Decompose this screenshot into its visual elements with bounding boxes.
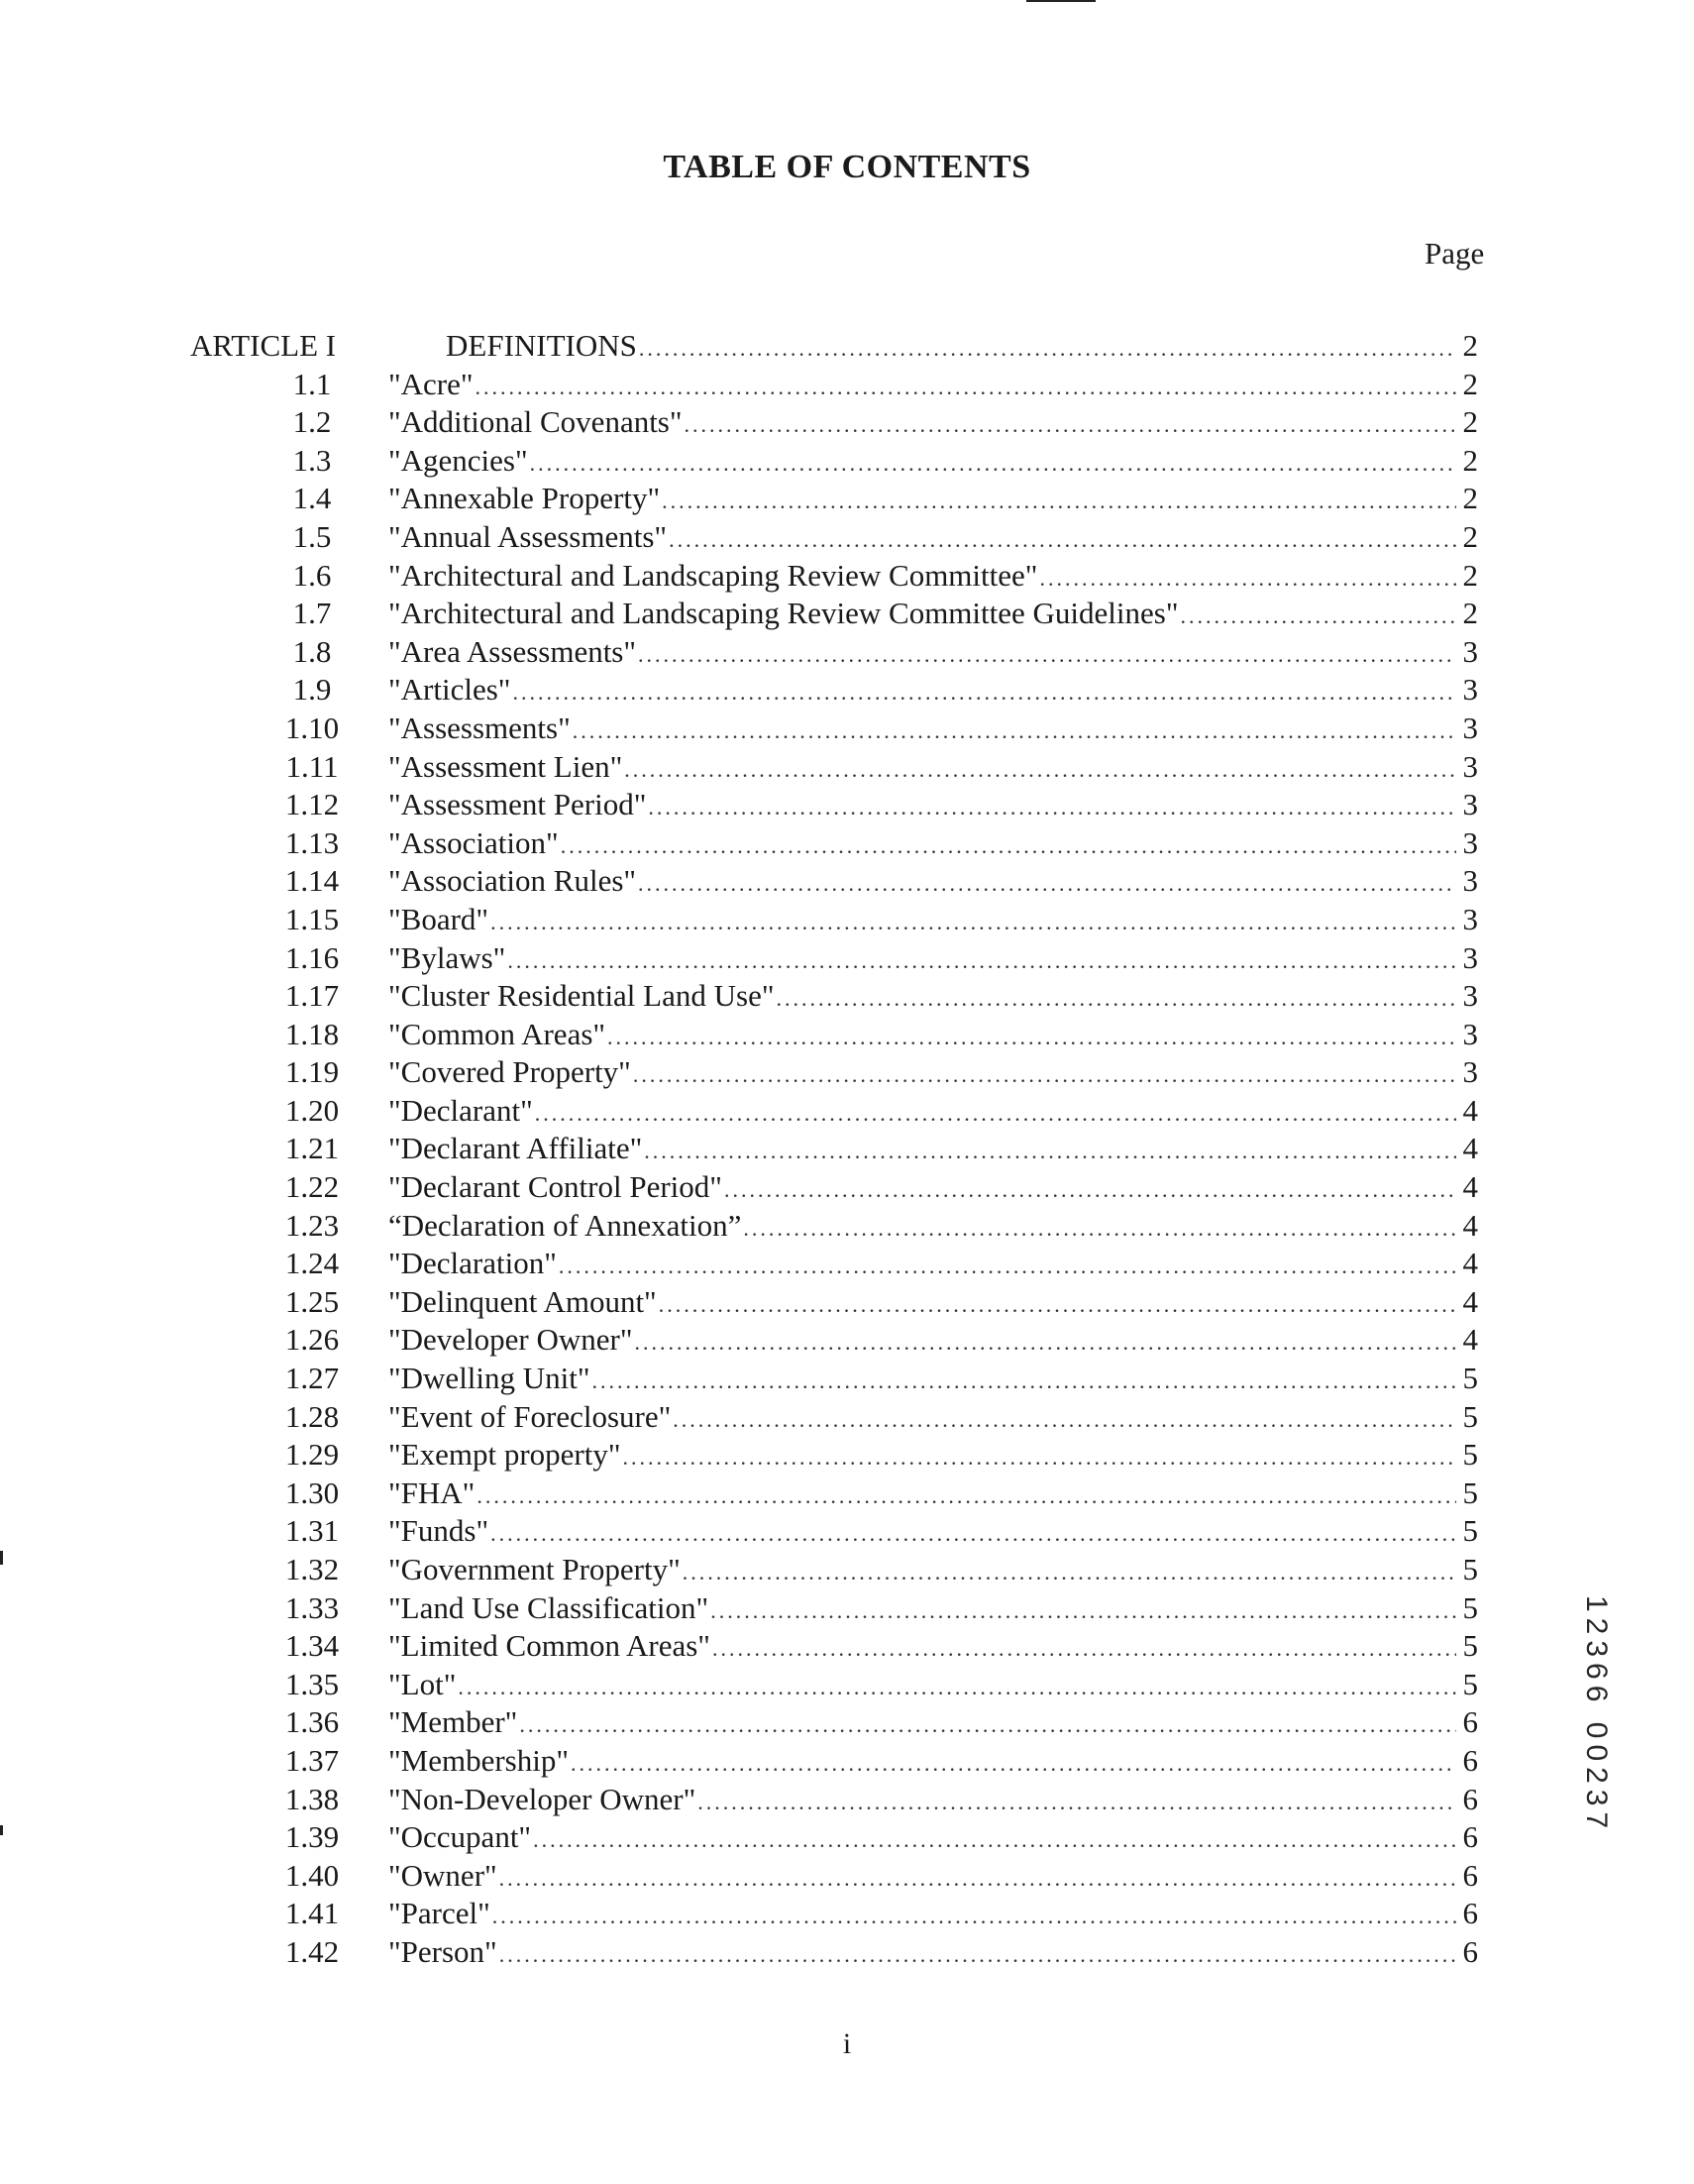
- toc-entry: [0, 710, 1694, 748]
- toc-entry-number: 1.19: [284, 1054, 340, 1090]
- toc-entry-number: 1.25: [284, 1283, 340, 1319]
- dot-leader: [633, 1056, 1456, 1095]
- dot-leader: [561, 827, 1456, 866]
- toc-entry-label: "Association Rules": [388, 863, 637, 899]
- dot-leader: [499, 1936, 1456, 1975]
- dot-leader: [638, 865, 1456, 904]
- toc-entry-label: "Government Property": [388, 1552, 681, 1586]
- dot-leader: [512, 674, 1456, 712]
- dot-leader: [490, 904, 1456, 942]
- toc-entry-page-number: 2: [1462, 518, 1478, 554]
- toc-entry-number: 1.35: [284, 1666, 340, 1701]
- toc-entry: [0, 939, 1694, 978]
- dot-leader: [490, 1515, 1456, 1554]
- toc-entry: [0, 1703, 1694, 1742]
- toc-entry-page-number: 4: [1462, 1092, 1478, 1128]
- toc-entry-number: 1.24: [284, 1246, 340, 1281]
- toc-entry-number: ARTICLE I: [190, 328, 337, 363]
- toc-entry-line: [388, 1666, 1478, 1707]
- dot-leader: [638, 636, 1456, 675]
- toc-entry-page-number: 5: [1462, 1398, 1478, 1434]
- dot-leader: [710, 1592, 1456, 1631]
- dot-leader: [724, 1171, 1456, 1210]
- toc-entry-label: "Cluster Residential Land Use": [388, 978, 775, 1014]
- toc-entry-line: [388, 557, 1478, 599]
- toc-entry: [0, 901, 1694, 939]
- toc-entry-page-number: 5: [1462, 1552, 1478, 1586]
- toc-entry-number: 1.2: [292, 404, 332, 440]
- dot-leader: [571, 1745, 1456, 1784]
- toc-entry-number: 1.33: [284, 1589, 340, 1625]
- toc-entry-line: [388, 1360, 1478, 1401]
- toc-entry-page-number: 2: [1462, 557, 1478, 593]
- toc-entry-line: [388, 862, 1478, 904]
- toc-entry-number: 1.36: [284, 1704, 340, 1740]
- toc-entry: [0, 480, 1694, 518]
- toc-entry-line: [388, 824, 1478, 866]
- toc-entry-label: "Person": [388, 1933, 497, 1969]
- toc-entry-line: [388, 1512, 1478, 1554]
- toc-entry-page-number: 2: [1462, 481, 1478, 516]
- toc-entry: [0, 1818, 1694, 1857]
- toc-entry-number: 1.4: [292, 481, 332, 516]
- toc-entry-page-number: 2: [1462, 596, 1478, 631]
- dot-leader: [669, 521, 1456, 560]
- toc-entry-page-number: 3: [1462, 863, 1478, 899]
- toc-entry-label: "Dwelling Unit": [388, 1361, 590, 1396]
- toc-entry-page-number: 4: [1462, 1207, 1478, 1243]
- dot-leader: [519, 1706, 1456, 1745]
- toc-entry-number: 1.15: [284, 901, 340, 936]
- toc-entry-number: 1.3: [292, 442, 332, 478]
- page-column-heading: Page: [1425, 236, 1485, 271]
- dot-leader: [673, 1401, 1456, 1440]
- toc-entry-label: DEFINITIONS: [446, 328, 637, 363]
- toc-entry: [0, 748, 1694, 787]
- toc-entry-number: 1.34: [284, 1628, 340, 1664]
- toc-entry-line: [388, 1168, 1478, 1210]
- toc-entry-label: "Delinquent Amount": [388, 1283, 657, 1319]
- toc-entry-label: "FHA": [388, 1474, 476, 1510]
- toc-entry-number: 1.39: [284, 1819, 340, 1855]
- toc-entry-line: [388, 1818, 1478, 1860]
- toc-entry-label: "Architectural and Landscaping Review Committee Guidelines": [388, 596, 1179, 631]
- toc-entry-line: [388, 403, 1478, 445]
- toc-entry-page-number: 6: [1462, 1857, 1478, 1893]
- toc-entry-number: 1.27: [284, 1361, 340, 1396]
- toc-entry: [0, 442, 1694, 481]
- toc-entry-label: "Declarant Control Period": [388, 1169, 722, 1205]
- toc-entry-label: "Additional Covenants": [388, 404, 683, 440]
- toc-entry-line: [446, 327, 1478, 369]
- scan-mark-left-1: [0, 1551, 3, 1565]
- toc-entry: [0, 1436, 1694, 1474]
- toc-entry-number: 1.32: [284, 1552, 340, 1586]
- toc-entry: [0, 1016, 1694, 1054]
- toc-entry-label: "Occupant": [388, 1819, 532, 1855]
- toc-entry-number: 1.29: [284, 1437, 340, 1473]
- toc-entry-label: "Developer Owner": [388, 1322, 633, 1358]
- toc-entry-page-number: 4: [1462, 1131, 1478, 1166]
- toc-entry-number: 1.28: [284, 1398, 340, 1434]
- dot-leader: [659, 1286, 1456, 1325]
- toc-entry-line: [388, 939, 1478, 981]
- toc-entry-number: 1.10: [284, 710, 340, 745]
- toc-entry-label: "Declarant": [388, 1092, 533, 1128]
- toc-entry-number: 1.23: [284, 1207, 340, 1243]
- toc-entry-line: [388, 1130, 1478, 1171]
- dot-leader: [662, 483, 1456, 521]
- toc-entry-line: [388, 1053, 1478, 1095]
- toc-entry-label: “Declaration of Annexation”: [388, 1207, 742, 1243]
- toc-entry-line: [388, 633, 1478, 675]
- toc-entry-number: 1.14: [284, 863, 340, 899]
- toc-entry-number: 1.11: [285, 748, 339, 784]
- toc-entry-page-number: 3: [1462, 672, 1478, 708]
- toc-entry-line: [388, 595, 1478, 636]
- toc-entry-page-number: 3: [1462, 710, 1478, 745]
- toc-entry-number: 1.9: [292, 672, 332, 708]
- toc-entry-number: 1.8: [292, 633, 332, 669]
- toc-entry-line: [388, 480, 1478, 521]
- scan-mark-left-2: [0, 1825, 3, 1835]
- scan-mark-top: [1026, 0, 1096, 2]
- toc-entry-page-number: 5: [1462, 1628, 1478, 1664]
- toc-entry-page-number: 6: [1462, 1819, 1478, 1855]
- toc-entry-label: "Non-Developer Owner": [388, 1781, 696, 1816]
- toc-entry-page-number: 3: [1462, 1054, 1478, 1090]
- toc-entry-page-number: 4: [1462, 1322, 1478, 1358]
- toc-entry-page-number: 5: [1462, 1474, 1478, 1510]
- toc-entry-page-number: 4: [1462, 1283, 1478, 1319]
- toc-entry-page-number: 5: [1462, 1513, 1478, 1549]
- toc-entry-number: 1.40: [284, 1857, 340, 1893]
- toc-entry-label: "Annual Assessments": [388, 518, 668, 554]
- toc-entry-number: 1.13: [284, 824, 340, 860]
- toc-entry-label: "Membership": [388, 1742, 570, 1778]
- toc-entry-line: [388, 1436, 1478, 1477]
- dot-leader: [476, 1477, 1456, 1516]
- toc-entry: [0, 1589, 1694, 1628]
- toc-entry-line: [388, 1703, 1478, 1745]
- toc-entry-page-number: 3: [1462, 633, 1478, 669]
- toc-entry-page-number: 6: [1462, 1781, 1478, 1816]
- dot-leader: [697, 1784, 1456, 1822]
- toc-entry-line: [388, 1321, 1478, 1363]
- toc-entry-label: "Lot": [388, 1666, 457, 1701]
- toc-entry-label: "Bylaws": [388, 939, 506, 975]
- dot-leader: [639, 330, 1456, 369]
- toc-entry-number: 1.6: [292, 557, 332, 593]
- dot-leader: [492, 1898, 1456, 1936]
- toc-entry: [0, 1933, 1694, 1972]
- dot-leader: [476, 369, 1456, 407]
- toc-entry: [0, 403, 1694, 442]
- toc-entry: [0, 1245, 1694, 1283]
- toc-entry: [0, 633, 1694, 672]
- dot-leader: [683, 1554, 1456, 1592]
- toc-entry-label: "Association": [388, 824, 559, 860]
- toc-entry-line: [388, 1627, 1478, 1669]
- toc-entry-page-number: 6: [1462, 1704, 1478, 1740]
- dot-leader: [776, 980, 1456, 1019]
- toc-entry-line: [388, 748, 1478, 790]
- toc-entry-number: 1.41: [284, 1896, 340, 1931]
- dot-leader: [573, 712, 1456, 751]
- toc-entry-line: [388, 1092, 1478, 1134]
- toc-entry-label: "Assessment Period": [388, 787, 647, 822]
- dot-leader: [648, 789, 1456, 827]
- toc-entry: [0, 1360, 1694, 1398]
- dot-leader: [644, 1133, 1456, 1171]
- toc-entry-line: [388, 1857, 1478, 1899]
- toc-entry-number: 1.7: [292, 596, 332, 631]
- toc-entry-page-number: 4: [1462, 1169, 1478, 1205]
- toc-entry: [0, 595, 1694, 633]
- toc-entry-line: [388, 518, 1478, 560]
- toc-entry: [0, 1130, 1694, 1168]
- side-document-stamp: 12366 00237: [1580, 1595, 1613, 1835]
- toc-entry-line: [388, 1283, 1478, 1325]
- toc-entry-number: 1.30: [284, 1474, 340, 1510]
- toc-entry-label: "Acre": [388, 366, 474, 401]
- dot-leader: [507, 942, 1456, 981]
- toc-entry-number: 1.1: [292, 366, 332, 401]
- toc-entry-page-number: 3: [1462, 939, 1478, 975]
- toc-entry: [0, 518, 1694, 557]
- dot-leader: [712, 1630, 1456, 1669]
- dot-leader: [743, 1210, 1456, 1249]
- toc-entry-line: [388, 1742, 1478, 1784]
- toc-entry-line: [388, 1016, 1478, 1057]
- dot-leader: [635, 1324, 1456, 1363]
- toc-entry-number: 1.12: [284, 787, 340, 822]
- toc-entry-page-number: 3: [1462, 824, 1478, 860]
- toc-entry-label: "Land Use Classification": [388, 1589, 709, 1625]
- toc-entry-number: 1.37: [284, 1742, 340, 1778]
- toc-entry-page-number: 5: [1462, 1666, 1478, 1701]
- toc-entry-line: [388, 1474, 1478, 1516]
- toc-entry-number: 1.17: [284, 978, 340, 1014]
- toc-entry-label: "Limited Common Areas": [388, 1628, 710, 1664]
- toc-entry-page-number: 3: [1462, 748, 1478, 784]
- toc-entry: [0, 366, 1694, 404]
- dot-leader: [624, 751, 1456, 790]
- toc-entry: [0, 1627, 1694, 1666]
- toc-entry-page-number: 6: [1462, 1896, 1478, 1931]
- toc-entry: [0, 1474, 1694, 1513]
- toc-entry-line: [388, 442, 1478, 484]
- toc-entry-label: "Funds": [388, 1513, 489, 1549]
- toc-entry: [0, 1207, 1694, 1246]
- toc-entry-label: "Declaration": [388, 1246, 557, 1281]
- toc-entry-number: 1.22: [284, 1169, 340, 1205]
- toc-entry: [0, 1092, 1694, 1131]
- toc-entry-line: [388, 671, 1478, 712]
- toc-entry-line: [388, 1245, 1478, 1286]
- toc-entry: [0, 1398, 1694, 1437]
- dot-leader: [559, 1248, 1456, 1286]
- toc-entry-label: "Event of Foreclosure": [388, 1398, 672, 1434]
- toc-entry-label: "Architectural and Landscaping Review Committee": [388, 557, 1038, 593]
- toc-entry-line: [388, 1207, 1478, 1249]
- toc-entry: [0, 1666, 1694, 1704]
- toc-entry-label: "Covered Property": [388, 1054, 631, 1090]
- dot-leader: [592, 1363, 1456, 1401]
- toc-entry: [0, 862, 1694, 901]
- toc-entry-line: [388, 710, 1478, 751]
- toc-entry: [0, 1857, 1694, 1896]
- toc-entry-label: "Owner": [388, 1857, 497, 1893]
- toc-entry-page-number: 2: [1462, 366, 1478, 401]
- toc-entry-line: [388, 1589, 1478, 1631]
- table-of-contents: [0, 327, 1694, 1972]
- toc-entry: [0, 557, 1694, 596]
- toc-entry-line: [388, 1551, 1478, 1592]
- toc-entry-label: "Member": [388, 1704, 518, 1740]
- toc-entry: [0, 1053, 1694, 1092]
- toc-entry-label: "Common Areas": [388, 1016, 606, 1051]
- toc-entry: [0, 1742, 1694, 1781]
- toc-entry: [0, 1781, 1694, 1819]
- toc-entry-number: 1.20: [284, 1092, 340, 1128]
- toc-entry-number: 1.5: [292, 518, 332, 554]
- dot-leader: [1181, 598, 1457, 636]
- toc-entry-label: "Exempt property": [388, 1437, 621, 1473]
- toc-entry-line: [388, 786, 1478, 827]
- toc-entry-number: 1.16: [284, 939, 340, 975]
- dot-leader: [499, 1860, 1456, 1899]
- dot-leader: [530, 445, 1456, 484]
- toc-entry: [0, 977, 1694, 1016]
- toc-entry-number: 1.18: [284, 1016, 340, 1051]
- toc-entry-label: "Area Assessments": [388, 633, 637, 669]
- toc-entry: [0, 1283, 1694, 1322]
- toc-entry-label: "Assessment Lien": [388, 748, 623, 784]
- toc-entry-line: [388, 1895, 1478, 1936]
- toc-entry: [0, 1321, 1694, 1360]
- toc-entry-page-number: 3: [1462, 787, 1478, 822]
- dot-leader: [458, 1669, 1456, 1707]
- toc-entry-page-number: 4: [1462, 1246, 1478, 1281]
- toc-entry: [0, 1512, 1694, 1551]
- toc-entry-label: "Board": [388, 901, 489, 936]
- toc-entry-label: "Articles": [388, 672, 511, 708]
- dot-leader: [623, 1439, 1457, 1477]
- dot-leader: [535, 1095, 1456, 1134]
- toc-entry-line: [388, 977, 1478, 1019]
- toc-entry-label: "Assessments": [388, 710, 571, 745]
- toc-entry-label: "Annexable Property": [388, 481, 661, 516]
- toc-entry-page-number: 2: [1462, 442, 1478, 478]
- toc-entry-number: 1.31: [284, 1513, 340, 1549]
- toc-entry: [0, 786, 1694, 824]
- toc-entry-page-number: 6: [1462, 1742, 1478, 1778]
- toc-entry-page-number: 3: [1462, 901, 1478, 936]
- dot-leader: [533, 1821, 1456, 1860]
- toc-entry-label: "Agencies": [388, 442, 528, 478]
- toc-entry: [0, 1168, 1694, 1207]
- toc-entry-page-number: 5: [1462, 1589, 1478, 1625]
- toc-article-heading: [0, 327, 1694, 366]
- toc-entry-page-number: 2: [1462, 328, 1478, 363]
- toc-entry-page-number: 6: [1462, 1933, 1478, 1969]
- dot-leader: [685, 406, 1456, 445]
- toc-entry-line: [388, 366, 1478, 407]
- toc-entry-number: 1.21: [284, 1131, 340, 1166]
- toc-entry: [0, 1895, 1694, 1933]
- page-title: TABLE OF CONTENTS: [663, 149, 1031, 185]
- toc-entry-page-number: 3: [1462, 978, 1478, 1014]
- footer-page-number: i: [842, 2027, 852, 2060]
- toc-entry-page-number: 3: [1462, 1016, 1478, 1051]
- toc-entry-label: "Parcel": [388, 1896, 490, 1931]
- toc-entry: [0, 824, 1694, 863]
- toc-entry-label: "Declarant Affiliate": [388, 1131, 643, 1166]
- toc-entry-page-number: 5: [1462, 1361, 1478, 1396]
- toc-entry-line: [388, 1398, 1478, 1440]
- dot-leader: [1039, 560, 1456, 599]
- toc-entry-line: [388, 1781, 1478, 1822]
- toc-entry: [0, 1551, 1694, 1589]
- dot-leader: [607, 1019, 1456, 1057]
- toc-entry-number: 1.38: [284, 1781, 340, 1816]
- toc-entry: [0, 671, 1694, 710]
- toc-entry-line: [388, 901, 1478, 942]
- toc-entry-page-number: 2: [1462, 404, 1478, 440]
- toc-entry-line: [388, 1933, 1478, 1975]
- toc-entry-page-number: 5: [1462, 1437, 1478, 1473]
- toc-entry-number: 1.26: [284, 1322, 340, 1358]
- toc-entry-number: 1.42: [284, 1933, 340, 1969]
